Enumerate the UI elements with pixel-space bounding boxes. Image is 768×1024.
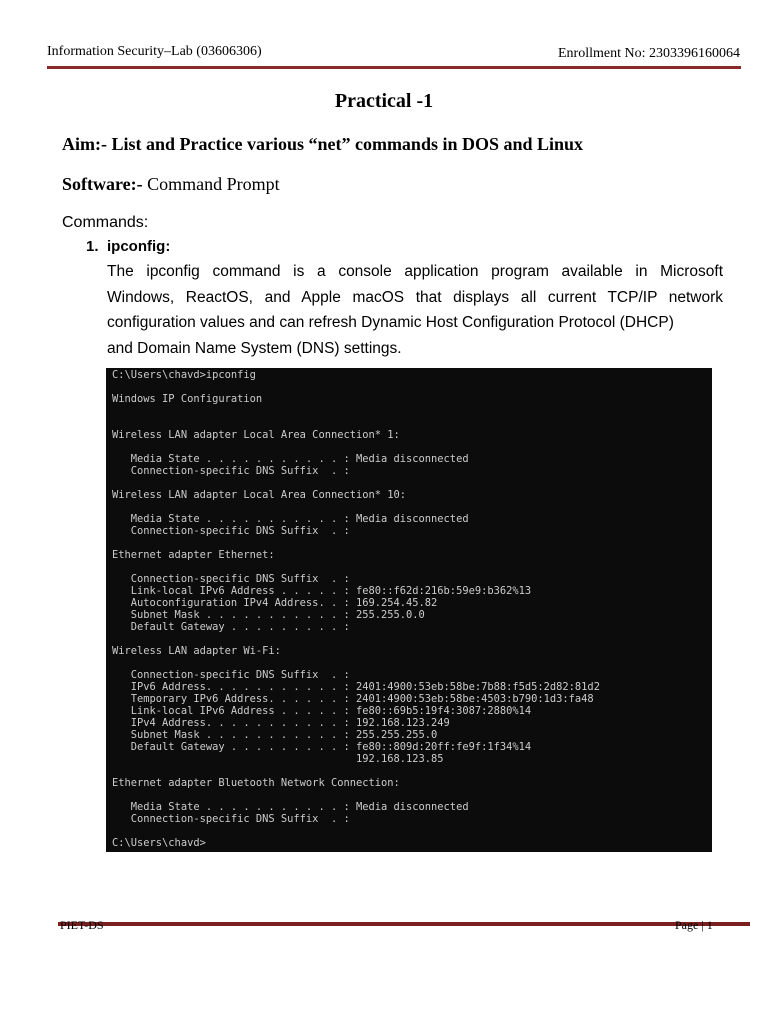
page-number: Page | 1: [675, 918, 713, 932]
terminal-line: C:\Users\chavd>ipconfig: [112, 369, 256, 381]
course-title: Information Security–Lab (03606306): [47, 44, 262, 59]
terminal-line: C:\Users\chavd>: [112, 837, 206, 849]
description-line: The ipconfig command is a console application program available in Microsoft: [107, 263, 723, 280]
terminal-line: Wireless LAN adapter Local Area Connection* 10:: [112, 489, 407, 501]
terminal-line: Default Gateway . . . . . . . . . :: [112, 621, 350, 633]
terminal-line: [112, 537, 712, 549]
terminal-output: [112, 369, 712, 849]
terminal-line: Media State . . . . . . . . . . . : Media disconnected: [112, 453, 469, 465]
footer-institute: PIET-DS: [60, 918, 104, 932]
terminal-line: [112, 381, 712, 393]
description-line: configuration values and can refresh Dynamic Host Configuration Protocol (DHCP): [107, 314, 674, 332]
terminal-line: Default Gateway . . . . . . . . . : fe80::809d:20ff:fe9f:1f34%14: [112, 741, 532, 753]
terminal-line: Connection-specific DNS Suffix . :: [112, 573, 350, 585]
terminal-line: Windows IP Configuration: [112, 393, 263, 405]
enrollment-number: Enrollment No: 2303396160064: [558, 46, 740, 61]
page-header: [47, 44, 740, 64]
terminal-line: Link-local IPv6 Address . . . . . : fe80::69b5:19f4:3087:2880%14: [112, 705, 532, 717]
page-title: Practical -1: [334, 90, 434, 112]
command-description: [107, 259, 723, 361]
item-number: 1.: [86, 238, 99, 255]
terminal-line: Subnet Mask . . . . . . . . . . . : 255.255.255.0: [112, 729, 438, 741]
terminal-line: [112, 477, 712, 489]
terminal-line: Wireless LAN adapter Local Area Connection* 1:: [112, 429, 400, 441]
header-divider: [47, 66, 741, 69]
terminal-line: Media State . . . . . . . . . . . : Media disconnected: [112, 513, 469, 525]
footer-divider: [58, 922, 750, 926]
command-item-heading: [86, 238, 170, 255]
terminal-line: [112, 657, 712, 669]
terminal-line: Link-local IPv6 Address . . . . . : fe80::f62d:216b:59e9:b362%13: [112, 585, 532, 597]
terminal-line: [112, 417, 712, 429]
description-line: and Domain Name System (DNS) settings.: [107, 339, 402, 357]
terminal-line: [112, 825, 712, 837]
terminal-line: [112, 405, 712, 417]
aim-heading: Aim:- List and Practice various “net” commands in DOS and Linux: [62, 134, 584, 154]
terminal-line: 192.168.123.85: [112, 753, 444, 765]
terminal-line: [112, 501, 712, 513]
terminal-line: Connection-specific DNS Suffix . :: [112, 525, 350, 537]
terminal-line: Connection-specific DNS Suffix . :: [112, 669, 350, 681]
terminal-line: [112, 765, 712, 777]
terminal-line: Ethernet adapter Bluetooth Network Connection:: [112, 777, 400, 789]
terminal-line: Media State . . . . . . . . . . . : Media disconnected: [112, 801, 469, 813]
terminal-line: Connection-specific DNS Suffix . :: [112, 465, 350, 477]
terminal-line: IPv4 Address. . . . . . . . . . . : 192.168.123.249: [112, 717, 450, 729]
terminal-line: [112, 633, 712, 645]
terminal-line: [112, 441, 712, 453]
terminal-line: Temporary IPv6 Address. . . . . . : 2401:4900:53eb:58be:4503:b790:1d3:fa48: [112, 693, 594, 705]
software-line: [62, 174, 280, 195]
description-line: Windows, ReactOS, and Apple macOS that displays all current TCP/IP network: [107, 288, 723, 306]
terminal-line: Autoconfiguration IPv4 Address. . : 169.254.45.82: [112, 597, 438, 609]
terminal-line: Subnet Mask . . . . . . . . . . . : 255.255.0.0: [112, 609, 425, 621]
command-prompt-screenshot: [106, 368, 712, 852]
commands-label: Commands:: [62, 214, 149, 231]
software-value: Command Prompt: [142, 174, 280, 194]
terminal-line: IPv6 Address. . . . . . . . . . . : 2401:4900:53eb:58be:7b88:f5d5:2d82:81d2: [112, 681, 600, 693]
item-name: ipconfig:: [107, 238, 171, 255]
terminal-line: [112, 789, 712, 801]
terminal-line: Ethernet adapter Ethernet:: [112, 549, 275, 561]
software-label: Software:-: [62, 174, 143, 194]
terminal-line: Wireless LAN adapter Wi-Fi:: [112, 645, 281, 657]
terminal-line: [112, 561, 712, 573]
terminal-line: Connection-specific DNS Suffix . :: [112, 813, 350, 825]
